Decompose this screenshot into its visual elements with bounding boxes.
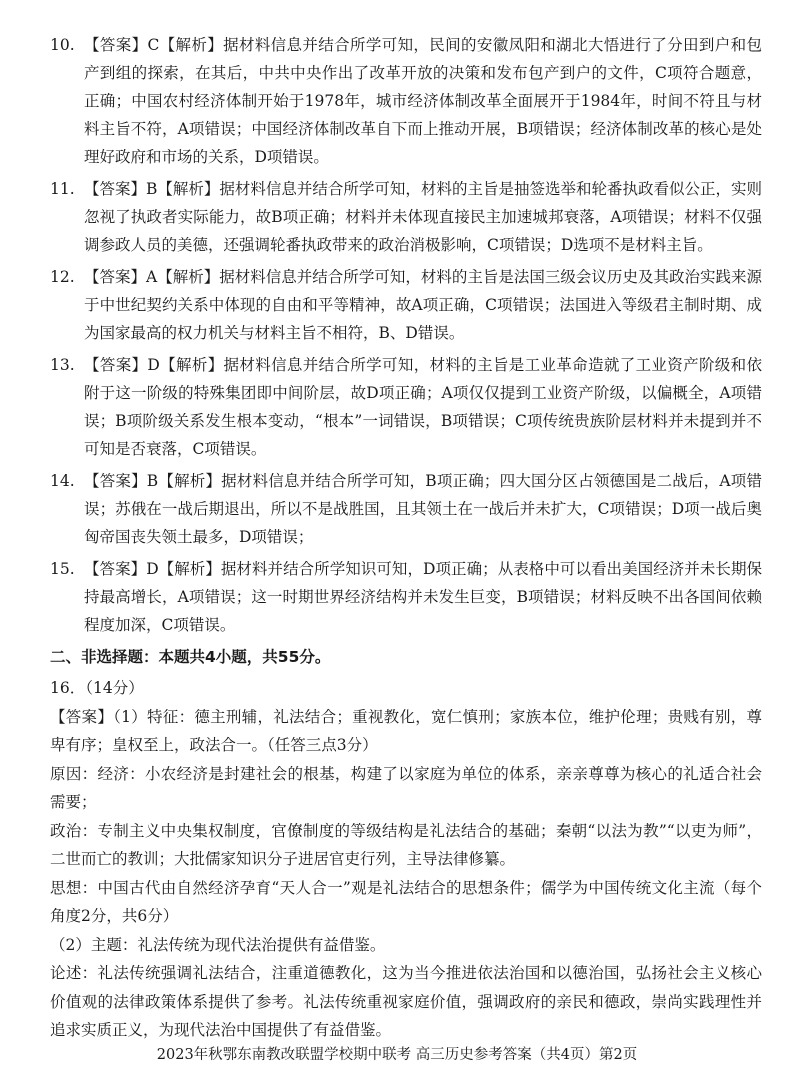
item-number: 14. [50, 472, 75, 490]
answer-item-14 [50, 467, 762, 551]
item-text: 【答案】A【解析】据材料信息并结合所学可知，材料的主旨是法国三级会议历史及其政治实践来源于中世纪契约关系中体现的自由和平等精神，故A项正确，C项错误；法国进入等级君主制时期、成为国家最高的权力机关与材料主旨不相符，B、D错误。 [84, 268, 762, 342]
item-number: 10. [50, 36, 75, 54]
answer-paragraph: 政治：专制主义中央集权制度，官僚制度的等级结构是礼法结合的基础；秦朝“以法为教”“以吏为师”，二世而亡的教训；大批儒家知识分子进居官吏行列，主导法律修纂。 [50, 821, 762, 868]
item-text: 【答案】D【解析】据材料信息并结合所学可知，材料的主旨是工业革命造就了工业资产阶级和依附于这一阶级的特殊集团即中间阶层，故D项正确；A项仅仅提到工业资产阶级，以偏概全，A项错误；B项阶级关系发生根本变动，“根本”一词错误，B项错误；C项传统贵族阶层材料并未提到并不可知是否衰落，C项错误。 [84, 356, 762, 458]
item-text: 【答案】B【解析】据材料信息并结合所学可知，材料的主旨是抽签选举和轮番执政看似公正，实则忽视了执政者实际能力，故B项正确；材料并未体现直接民主加速城邦衰落，A项错误；材料不仅强调参政人员的美德，还强调轮番执政带来的政治消极影响，C项错误；D选项不是材料主旨。 [84, 180, 762, 254]
answer-paragraph: （2）主题：礼法传统为现代法治提供有益借鉴。 [50, 935, 386, 954]
question-16-answer [50, 674, 762, 1045]
answer-item-12 [50, 263, 762, 347]
answer-paragraph: 原因：经济：小农经济是封建社会的根基，构建了以家庭为单位的体系，亲亲尊尊为核心的礼适合社会需要； [50, 764, 762, 811]
answer-item-15 [50, 555, 762, 639]
answer-paragraph: 思想：中国古代由自然经济孕育“天人合一”观是礼法结合的思想条件；儒学为中国传统文化主流（每个角度2分，共6分） [50, 878, 762, 925]
item-number: 11. [50, 180, 75, 198]
item-number: 15. [50, 560, 75, 578]
section-heading: 二、非选择题：本题共4小题，共55分。 [50, 648, 331, 666]
answer-item-13 [50, 351, 762, 463]
choice-answers-list [50, 31, 762, 643]
item-number: 13. [50, 356, 75, 374]
item-text: 【答案】B【解析】据材料信息并结合所学可知，B项正确；四大国分区占领德国是二战后，A项错误；苏俄在一战后期退出，所以不是战胜国，且其领土在一战后并未扩大，C项错误；D项一战后奥匈帝国丧失领土最多，D项错误； [84, 472, 762, 546]
answer-item-10 [50, 31, 762, 171]
question-header: 16．（14分） [50, 679, 144, 697]
page-footer: 2023年秋鄂东南教改联盟学校期中联考 高三历史参考答案（共4页）第2页 [156, 1047, 638, 1063]
item-text: 【答案】C【解析】据材料信息并结合所学可知，民间的安徽凤阳和湖北大悟进行了分田到户和包产到组的探索，在其后，中共中央作出了改革开放的决策和发布包产到户的文件，C项符合题意，正确；中国农村经济体制开始于1978年，城市经济体制改革全面展开于1984年，时间不符且与材料主旨不符，A项错误；中国经济体制改革自下而上推动开展，B项错误；经济体制改革的核心是处理好政府和市场的关系，D项错误。 [84, 36, 762, 166]
answer-paragraph: 【答案】（1）特征：德主刑辅，礼法结合；重视教化，宽仁慎刑；家族本位，维护伦理；贵贱有别，尊卑有序；皇权至上，政法合一。（任答三点3分） [50, 707, 762, 754]
answer-paragraph: 论述：礼法传统强调礼法结合，注重道德教化，这为当今推进依法治国和以德治国，弘扬社会主义核心价值观的法律政策体系提供了参考。礼法传统重视家庭价值，强调政府的亲民和德政，崇尚实践理性并追求实质正义，为现代法治中国提供了有益借鉴。 [50, 964, 762, 1039]
answer-item-11 [50, 175, 762, 259]
item-number: 12. [50, 268, 75, 286]
item-text: 【答案】D【解析】据材料并结合所学知识可知，D项正确；从表格中可以看出美国经济并未长期保持最高增长，A项错误；这一时期世界经济结构并未发生巨变，B项错误；材料反映不出各国间依赖程度加深，C项错误。 [84, 560, 762, 634]
